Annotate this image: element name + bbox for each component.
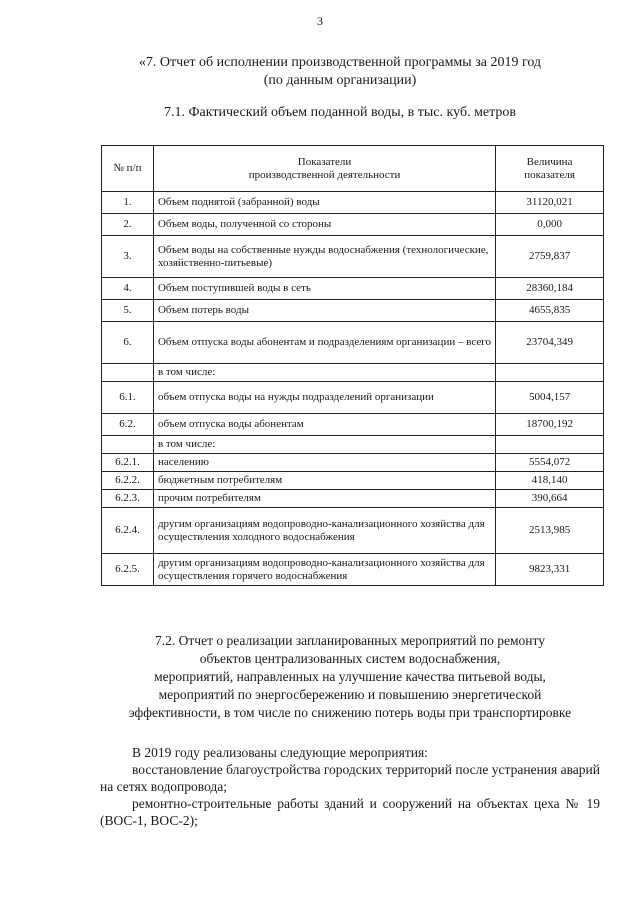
section-subheading: 7.1. Фактический объем поданной воды, в тыс. куб. метров [163, 105, 517, 120]
row-number: 6.2.3. [102, 490, 154, 508]
row-number: 5. [102, 300, 154, 322]
header-indicator-line-1: Показатели [297, 155, 352, 168]
row-number: 6.2.4. [102, 508, 154, 554]
row-number: 6.2.1. [102, 454, 154, 472]
row-label: другим организациям водопроводно-канализационного хозяйства для осуществления горячего водоснабжения [153, 554, 495, 586]
row-label: прочим потребителям [153, 490, 495, 508]
row-value: 2513,985 [496, 508, 604, 554]
row-label: Объем поднятой (забранной) воды [153, 192, 495, 214]
section-7-2-line-5: эффективности, в том числе по снижению потерь воды при транспортировке [128, 705, 572, 720]
section-7-2-line-1: 7.2. Отчет о реализации запланированных мероприятий по ремонту [155, 633, 545, 648]
row-label: другим организациям водопроводно-канализационного хозяйства для осуществления холодного водоснабжения [153, 508, 495, 554]
header-value-line-2: показателя [524, 168, 575, 181]
row-label: объем отпуска воды абонентам [153, 414, 495, 436]
table-row [102, 278, 604, 300]
water-volume-table [101, 145, 604, 586]
table-row [102, 322, 604, 364]
header-indicator [153, 146, 495, 192]
table-row [102, 382, 604, 414]
row-number: 2. [102, 214, 154, 236]
row-number: 6.2.2. [102, 472, 154, 490]
row-number: 3. [102, 236, 154, 278]
table-row [102, 490, 604, 508]
section-7-2-line-4: мероприятий по энергосбережению и повышению энергетической [158, 687, 542, 702]
table-row [102, 364, 604, 382]
document-heading [90, 54, 590, 90]
row-label: Объем воды на собственные нужды водоснабжения (технологические, хозяйственно-питьевые) [153, 236, 495, 278]
row-value: 4655,835 [496, 300, 604, 322]
row-value: 5554,072 [496, 454, 604, 472]
row-value: 23704,349 [496, 322, 604, 364]
body-paragraph-1: восстановление благоустройства городских территорий после устранения аварий на сетях водопровода; [100, 762, 600, 794]
row-number [102, 364, 154, 382]
table-row [102, 554, 604, 586]
row-label: населению [153, 454, 495, 472]
section-7-2-line-2: объектов централизованных систем водоснабжения, [199, 651, 501, 666]
row-number: 6.2. [102, 414, 154, 436]
table-row [102, 508, 604, 554]
section-7-2-line-3: мероприятий, направленных на улучшение качества питьевой воды, [154, 669, 546, 684]
row-label: в том числе: [153, 436, 495, 454]
row-label: объем отпуска воды на нужды подразделений организации [153, 382, 495, 414]
header-num: № п/п [102, 146, 154, 192]
table-row [102, 414, 604, 436]
table-row [102, 300, 604, 322]
heading-line-1: «7. Отчет об исполнении производственной программы за 2019 год [138, 55, 542, 70]
row-label: Объем отпуска воды абонентам и подразделениям организации – всего [153, 322, 495, 364]
table-row [102, 472, 604, 490]
row-value: 418,140 [496, 472, 604, 490]
header-value-line-1: Величина [526, 155, 573, 168]
row-value: 2759,837 [496, 236, 604, 278]
section-7-2-heading [90, 632, 610, 722]
row-label: бюджетным потребителям [153, 472, 495, 490]
table-row [102, 436, 604, 454]
row-number [102, 436, 154, 454]
header-indicator-line-2: производственной деятельности [248, 168, 401, 181]
row-value: 390,664 [496, 490, 604, 508]
table-header-row [102, 146, 604, 192]
row-value: 28360,184 [496, 278, 604, 300]
row-value: 9823,331 [496, 554, 604, 586]
table-row [102, 454, 604, 472]
row-number: 4. [102, 278, 154, 300]
row-value: 0,000 [496, 214, 604, 236]
row-number: 6. [102, 322, 154, 364]
row-label: Объем потерь воды [153, 300, 495, 322]
row-label: Объем воды, полученной со стороны [153, 214, 495, 236]
table-row [102, 192, 604, 214]
row-number: 6.1. [102, 382, 154, 414]
table-row [102, 236, 604, 278]
row-label: в том числе: [153, 364, 495, 382]
table-body [102, 192, 604, 586]
row-value: 5004,157 [496, 382, 604, 414]
row-value: 18700,192 [496, 414, 604, 436]
body-text [100, 744, 600, 829]
table-row [102, 214, 604, 236]
row-label: Объем поступившей воды в сеть [153, 278, 495, 300]
row-value: 31120,021 [496, 192, 604, 214]
row-number: 6.2.5. [102, 554, 154, 586]
heading-line-2: (по данным организации) [263, 73, 417, 88]
page-number: 3 [317, 14, 323, 28]
body-paragraph-intro: В 2019 году реализованы следующие мероприятия: [132, 745, 428, 760]
row-number: 1. [102, 192, 154, 214]
header-value [496, 146, 604, 192]
row-value [496, 436, 604, 454]
row-value [496, 364, 604, 382]
body-paragraph-2: ремонтно-строительные работы зданий и сооружений на объектах цеха № 19 (ВОС-1, ВОС-2); [100, 796, 600, 828]
